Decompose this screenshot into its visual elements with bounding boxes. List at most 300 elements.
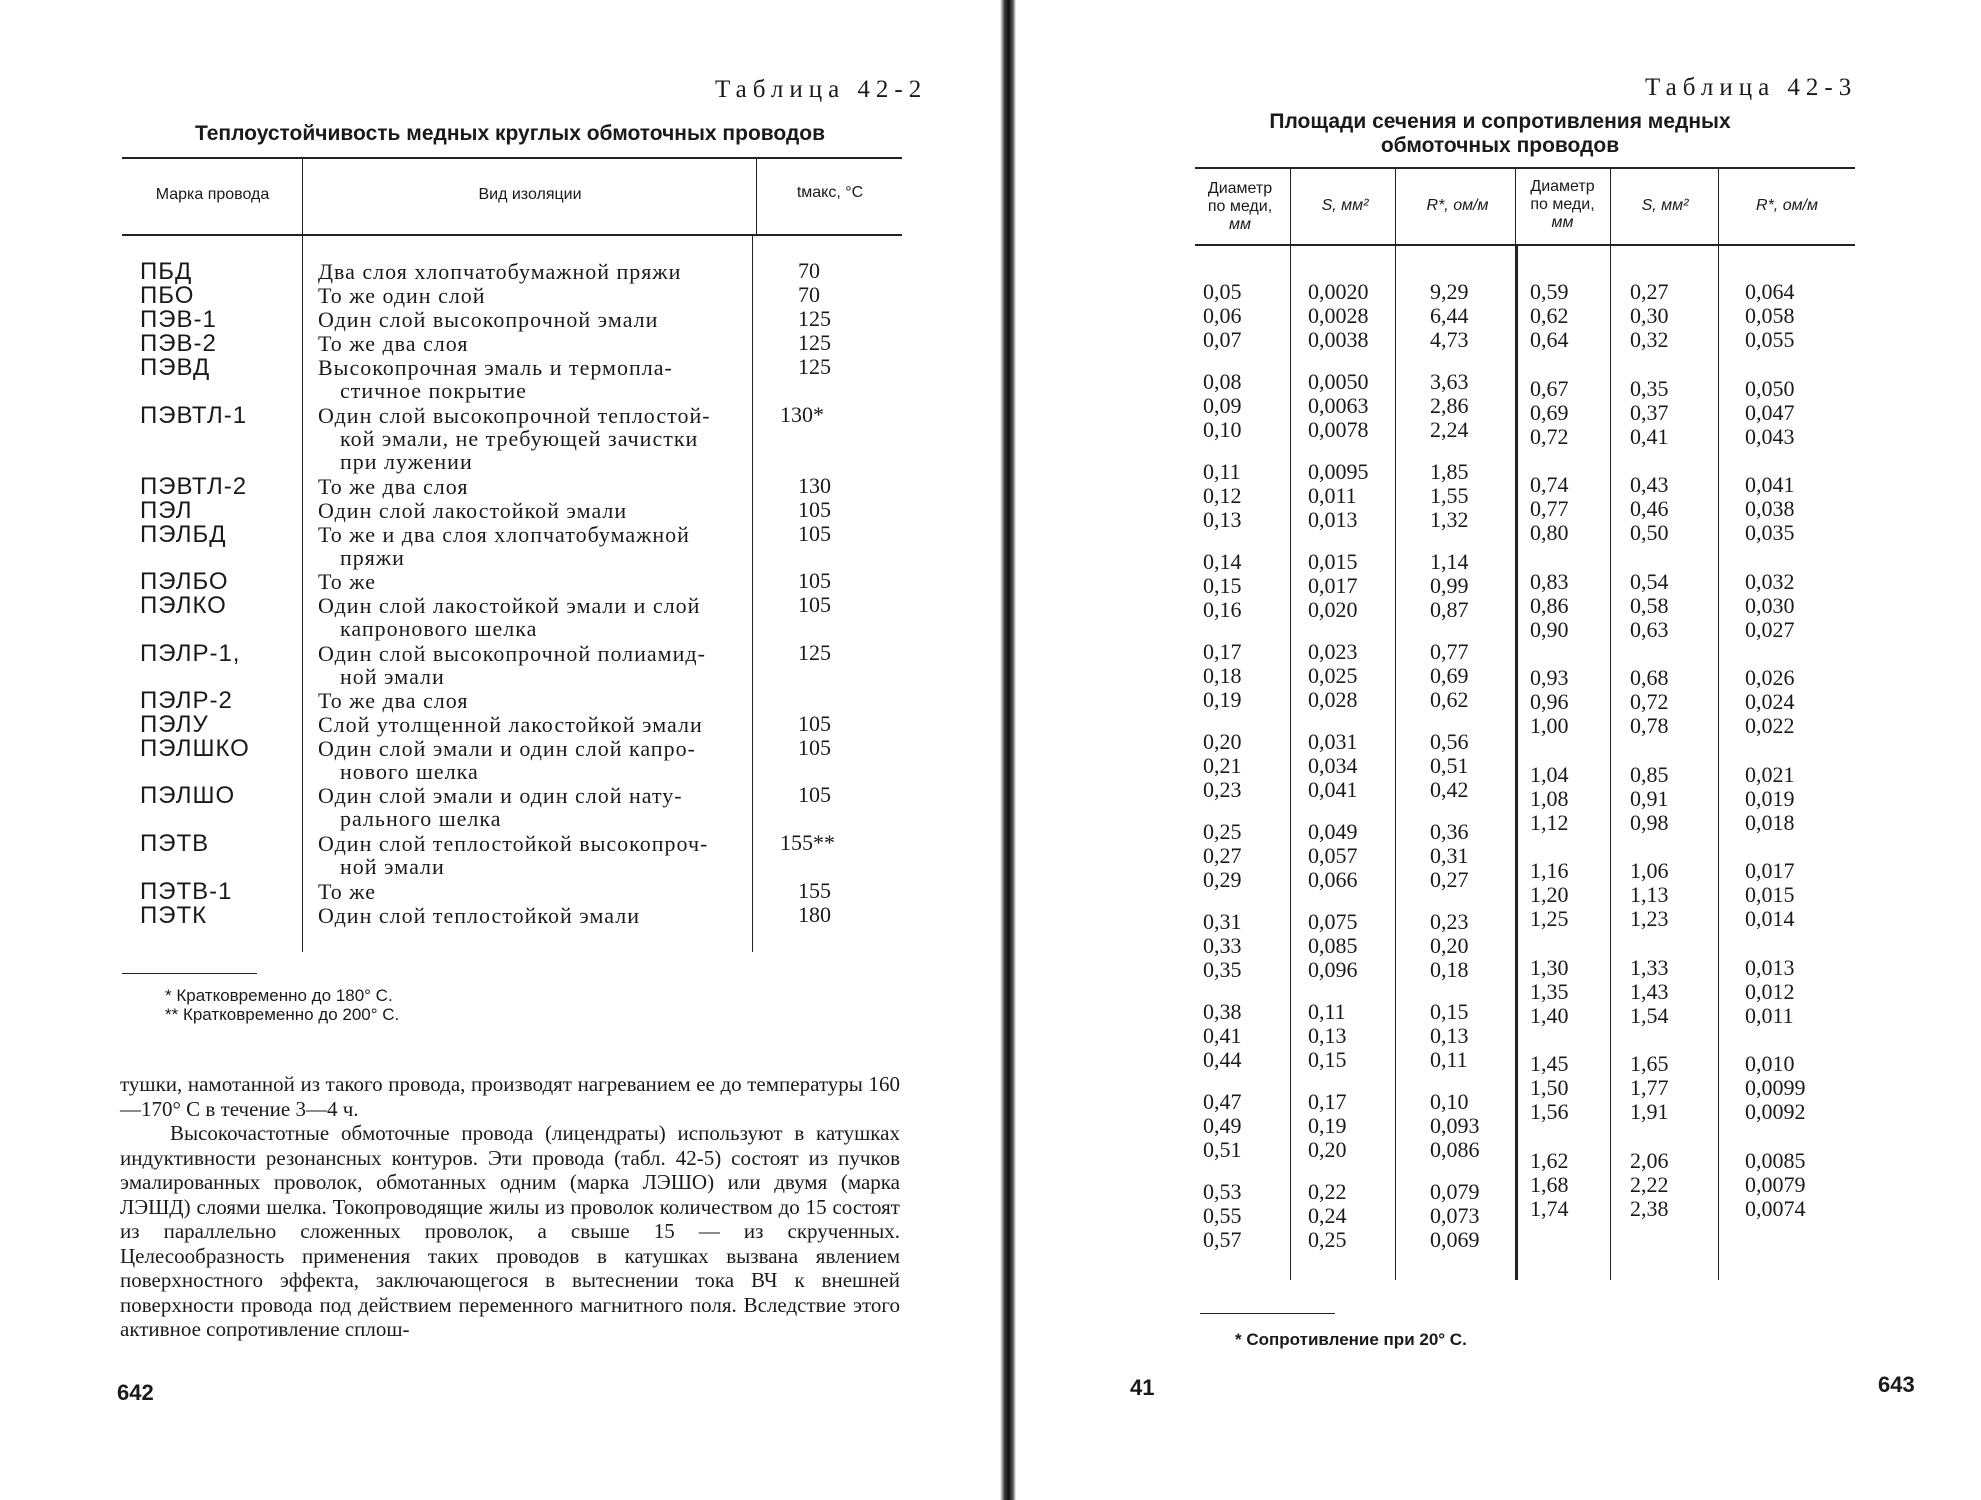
max-temperature: 105 xyxy=(798,711,831,736)
area-cell: 0,0063 xyxy=(1308,393,1369,418)
resistance-cell: 0,073 xyxy=(1430,1203,1480,1228)
area-cell: 0,91 xyxy=(1630,785,1669,811)
area-cell: 0,11 xyxy=(1308,999,1346,1024)
area-cell: 0,30 xyxy=(1630,303,1669,328)
resistance-cell: 0,0074 xyxy=(1745,1195,1806,1221)
wire-mark: ПЭЛР-1, xyxy=(140,640,241,667)
area-cell: 0,72 xyxy=(1630,689,1669,714)
column-divider-2 xyxy=(752,236,753,952)
insulation-type xyxy=(318,784,743,830)
insulation-line: То же два слоя xyxy=(318,474,469,499)
wire-mark: ПЭЛ xyxy=(140,497,193,524)
header-insulation: Вид изоляции xyxy=(478,186,582,203)
footnote-2: ** Кратковременно до 200° С. xyxy=(165,1005,400,1024)
resistance-cell: 0,030 xyxy=(1745,592,1795,618)
insulation-type xyxy=(318,499,743,522)
area-cell: 0,24 xyxy=(1308,1203,1347,1228)
area-cell: 0,028 xyxy=(1308,687,1358,712)
page-number-right: 643 xyxy=(1878,1372,1915,1397)
resistance-cell: 0,0085 xyxy=(1745,1147,1806,1173)
table-header-rule xyxy=(122,234,902,236)
area-cell: 0,17 xyxy=(1308,1089,1347,1114)
insulation-type xyxy=(318,475,743,498)
diameter-cell: 0,20 xyxy=(1203,729,1242,754)
page-number-left: 642 xyxy=(117,1380,154,1405)
resistance-cell: 0,0099 xyxy=(1745,1075,1806,1100)
diameter-cell: 0,77 xyxy=(1530,496,1569,521)
resistance-cell: 0,87 xyxy=(1430,597,1469,622)
resistance-cell: 0,15 xyxy=(1430,999,1469,1024)
header-divider-1 xyxy=(302,158,303,234)
header-tmax: tмакс, °C xyxy=(796,184,864,201)
area-cell: 0,25 xyxy=(1308,1227,1347,1252)
insulation-type xyxy=(318,737,743,783)
resistance-cell: 0,014 xyxy=(1745,906,1795,931)
resistance-cell: 1,14 xyxy=(1430,549,1469,574)
insulation-line: Один слой эмали и один слой капро- xyxy=(318,736,696,761)
diameter-cell: 1,16 xyxy=(1530,858,1569,883)
resistance-cell: 0,035 xyxy=(1745,520,1795,545)
area-cell: 1,65 xyxy=(1630,1051,1669,1076)
area-cell: 1,33 xyxy=(1630,954,1669,980)
right-page xyxy=(990,0,1981,1500)
diameter-cell: 0,31 xyxy=(1203,909,1242,934)
diameter-cell: 0,51 xyxy=(1203,1137,1242,1162)
resistance-cell: 0,022 xyxy=(1745,713,1795,738)
resistance-cell: 0,10 xyxy=(1430,1089,1469,1114)
resistance-cell: 2,86 xyxy=(1430,393,1469,418)
resistance-cell: 4,73 xyxy=(1430,327,1469,352)
insulation-line: ной эмали xyxy=(340,854,445,879)
area-cell: 1,13 xyxy=(1630,882,1669,907)
area-cell: 0,13 xyxy=(1308,1023,1347,1048)
resistance-cell: 0,024 xyxy=(1745,689,1795,714)
resistance-cell: 0,011 xyxy=(1745,1002,1794,1028)
insulation-line: Один слой высокопрочной эмали xyxy=(318,307,659,332)
resistance-cell: 9,29 xyxy=(1430,279,1469,304)
insulation-type xyxy=(318,713,743,736)
left-page xyxy=(0,0,990,1500)
diameter-cell: 0,90 xyxy=(1530,616,1569,642)
diameter-cell: 1,74 xyxy=(1530,1195,1569,1221)
resistance-cell: 0,021 xyxy=(1745,761,1795,787)
insulation-line: То же и два слоя хлопчатобумажной xyxy=(318,522,690,547)
diameter-cell: 1,45 xyxy=(1530,1051,1569,1076)
max-temperature: 70 xyxy=(798,282,820,307)
diameter-cell: 0,10 xyxy=(1203,417,1242,442)
diameter-cell: 0,62 xyxy=(1530,303,1569,328)
insulation-line: Слой утолщенной лакостойкой эмали xyxy=(318,712,703,737)
resistance-cell: 0,079 xyxy=(1430,1179,1480,1204)
area-cell: 0,020 xyxy=(1308,597,1358,622)
diameter-cell: 0,15 xyxy=(1203,573,1242,598)
insulation-line: Один слой теплостойкой эмали xyxy=(318,903,640,928)
area-cell: 0,50 xyxy=(1630,520,1669,545)
area-cell: 0,041 xyxy=(1308,777,1358,802)
resistance-cell: 0,015 xyxy=(1745,882,1795,907)
area-cell: 0,0050 xyxy=(1308,369,1369,394)
footnote-1: * Кратковременно до 180° С. xyxy=(165,986,393,1005)
right-footnote-rule xyxy=(1200,1313,1335,1314)
diameter-cell: 0,35 xyxy=(1203,957,1242,982)
signature-mark: 41 xyxy=(1130,1375,1155,1400)
wire-mark: ПЭВ-1 xyxy=(140,306,217,333)
header-diam-2-l3: мм xyxy=(1551,214,1574,231)
header-diam-1-l2: по меди, xyxy=(1207,198,1273,215)
rh-div-2 xyxy=(1395,168,1396,244)
resistance-cell: 0,017 xyxy=(1745,858,1795,883)
insulation-type xyxy=(318,284,743,307)
resistance-cell: 0,27 xyxy=(1430,867,1469,892)
insulation-line: рального шелка xyxy=(340,806,502,831)
header-divider-2 xyxy=(756,158,757,234)
insulation-line: капронового шелка xyxy=(340,616,538,641)
header-s-1: S, мм² xyxy=(1321,197,1369,214)
wire-mark: ПЭВТЛ-2 xyxy=(140,473,248,500)
diameter-cell: 0,67 xyxy=(1530,375,1569,401)
header-s-2: S, мм² xyxy=(1641,197,1689,214)
area-cell: 0,023 xyxy=(1308,639,1358,664)
diameter-cell: 1,40 xyxy=(1530,1002,1569,1028)
area-cell: 0,011 xyxy=(1308,483,1357,508)
max-temperature: 130 xyxy=(798,473,831,498)
max-temperature: 130* xyxy=(780,402,824,427)
rb-div-2 xyxy=(1395,246,1396,1280)
max-temperature: 105 xyxy=(798,497,831,522)
diameter-cell: 0,53 xyxy=(1203,1179,1242,1204)
diameter-cell: 1,68 xyxy=(1530,1171,1569,1197)
rh-div-4 xyxy=(1610,168,1611,244)
resistance-cell: 0,18 xyxy=(1430,957,1469,982)
max-temperature: 105 xyxy=(798,735,831,760)
max-temperature: 105 xyxy=(798,521,831,546)
header-diam-1-l1: Диаметр xyxy=(1207,180,1273,197)
diameter-cell: 0,13 xyxy=(1203,507,1242,532)
right-footnote: * Сопротивление при 20° С. xyxy=(1235,1330,1467,1349)
insulation-type xyxy=(318,642,743,688)
diameter-cell: 0,47 xyxy=(1203,1089,1242,1114)
resistance-cell: 0,20 xyxy=(1430,933,1469,958)
area-cell: 0,32 xyxy=(1630,327,1669,352)
max-temperature: 155** xyxy=(780,830,835,855)
resistance-cell: 0,047 xyxy=(1745,399,1795,425)
area-cell: 0,0028 xyxy=(1308,303,1369,328)
wire-mark: ПЭТК xyxy=(140,902,208,929)
body-text xyxy=(120,1072,900,1342)
diameter-cell: 0,83 xyxy=(1530,568,1569,594)
column-divider-1 xyxy=(302,236,303,952)
diameter-cell: 0,44 xyxy=(1203,1047,1242,1072)
resistance-cell: 0,027 xyxy=(1745,616,1795,642)
area-cell: 0,0038 xyxy=(1308,327,1369,352)
wire-mark: ПЭЛКО xyxy=(140,592,227,619)
area-cell: 0,19 xyxy=(1308,1113,1347,1138)
resistance-cell: 0,043 xyxy=(1745,423,1795,449)
area-cell: 0,049 xyxy=(1308,819,1358,844)
insulation-type xyxy=(318,523,743,569)
wire-mark: ПЭТВ xyxy=(140,830,210,857)
header-diam-2-l1: Диаметр xyxy=(1530,178,1595,195)
diameter-cell: 0,09 xyxy=(1203,393,1242,418)
area-cell: 0,15 xyxy=(1308,1047,1347,1072)
diameter-cell: 1,00 xyxy=(1530,713,1569,738)
insulation-type xyxy=(318,308,743,331)
header-diam-1-l3: мм xyxy=(1229,216,1251,233)
wire-mark: ПЭЛБД xyxy=(140,521,227,548)
right-table-header-rule xyxy=(1195,244,1855,246)
max-temperature: 105 xyxy=(798,592,831,617)
area-cell: 0,0020 xyxy=(1308,279,1369,304)
wire-mark: ПЭЛШКО xyxy=(140,735,250,762)
right-table-top-rule xyxy=(1195,167,1855,169)
resistance-cell: 1,85 xyxy=(1430,459,1469,484)
insulation-line: Один слой лакостойкой эмали и слой xyxy=(318,593,701,618)
area-cell: 0,057 xyxy=(1308,843,1358,868)
table-42-3-title-line-2: обмоточных проводов xyxy=(1380,134,1620,157)
area-cell: 0,034 xyxy=(1308,753,1358,778)
resistance-cell: 0,56 xyxy=(1430,729,1469,754)
diameter-cell: 0,93 xyxy=(1530,665,1569,690)
max-temperature: 125 xyxy=(798,330,831,355)
diameter-cell: 0,17 xyxy=(1203,639,1242,664)
resistance-cell: 0,36 xyxy=(1430,819,1469,844)
area-cell: 0,22 xyxy=(1308,1179,1347,1204)
area-cell: 0,98 xyxy=(1630,809,1669,835)
resistance-cell: 0,23 xyxy=(1430,909,1469,934)
resistance-cell: 0,31 xyxy=(1430,843,1469,868)
diameter-cell: 0,06 xyxy=(1203,303,1242,328)
diameter-cell: 1,62 xyxy=(1530,1147,1569,1173)
area-cell: 0,63 xyxy=(1630,616,1669,642)
wire-mark: ПЭЛШО xyxy=(140,782,236,809)
insulation-type xyxy=(318,880,743,903)
max-temperature: 155 xyxy=(798,878,831,903)
diameter-cell: 1,12 xyxy=(1530,809,1569,835)
insulation-line: Один слой теплостойкой высокопроч- xyxy=(318,831,709,856)
rb-div-4 xyxy=(1610,246,1611,1280)
insulation-line: Два слоя хлопчатобумажной пряжи xyxy=(318,259,682,284)
max-temperature: 125 xyxy=(798,306,831,331)
wire-mark: ПЭЛБО xyxy=(140,568,229,595)
resistance-cell: 0,064 xyxy=(1745,279,1795,304)
resistance-cell: 1,32 xyxy=(1430,507,1469,532)
wire-mark: ПЭЛР-2 xyxy=(140,687,233,714)
resistance-cell: 0,041 xyxy=(1745,472,1795,497)
diameter-cell: 1,35 xyxy=(1530,978,1569,1004)
insulation-line: Один слой высокопрочной полиамид- xyxy=(318,641,706,666)
resistance-cell: 0,99 xyxy=(1430,573,1469,598)
footnote-rule xyxy=(122,973,257,974)
diameter-cell: 1,08 xyxy=(1530,785,1569,811)
diameter-cell: 0,27 xyxy=(1203,843,1242,868)
diameter-cell: 1,50 xyxy=(1530,1075,1569,1100)
area-cell: 0,58 xyxy=(1630,592,1669,618)
header-mark: Марка провода xyxy=(155,186,270,203)
resistance-cell: 0,11 xyxy=(1430,1047,1468,1072)
area-cell: 1,06 xyxy=(1630,858,1669,883)
insulation-line: Один слой лакостойкой эмали xyxy=(318,498,628,523)
diameter-cell: 0,41 xyxy=(1203,1023,1242,1048)
paragraph-2: Высокочастотные обмоточные провода (лицендраты) используют в катушках индуктивности резонансных контуров. Эти провода (табл. 42-5) состоят из пучков эмалированных проволок, обмотанных одним (марка ЛЭШО) или двумя (марка ЛЭШД) слоями шелка. Токопроводящие жилы из проволок количеством до 15 состоят из параллельно сложенных проволок, а свыше 15 — из скрученных. Целесообразность применения таких проводов в катушках вызвана явлением поверхностного эффекта, заключающегося в вытеснении тока ВЧ к внешней поверхности провода под действием переменного магнитного поля. Вследствие этого активное сопротивление сплош- xyxy=(120,1121,900,1341)
insulation-line: нового шелка xyxy=(340,759,479,784)
table-42-2-title: Теплоустойчивость медных круглых обмоточных проводов xyxy=(194,122,826,145)
resistance-cell: 0,012 xyxy=(1745,978,1795,1004)
diameter-cell: 0,12 xyxy=(1203,483,1242,508)
insulation-line: То же xyxy=(318,569,376,594)
insulation-line: при лужении xyxy=(340,449,473,474)
resistance-cell: 1,55 xyxy=(1430,483,1469,508)
area-cell: 0,68 xyxy=(1630,665,1669,690)
resistance-cell: 0,69 xyxy=(1430,663,1469,688)
insulation-line: ной эмали xyxy=(340,664,445,689)
max-temperature: 125 xyxy=(798,640,831,665)
diameter-cell: 0,08 xyxy=(1203,369,1242,394)
area-cell: 0,066 xyxy=(1308,867,1358,892)
area-cell: 0,41 xyxy=(1630,423,1669,449)
resistance-cell: 0,055 xyxy=(1745,327,1795,352)
area-cell: 2,22 xyxy=(1630,1171,1669,1197)
insulation-type xyxy=(318,904,743,927)
area-cell: 0,096 xyxy=(1308,957,1358,982)
resistance-cell: 0,13 xyxy=(1430,1023,1469,1048)
diameter-cell: 0,64 xyxy=(1530,327,1569,352)
table-top-rule xyxy=(122,157,902,159)
wire-mark: ПЭВТЛ-1 xyxy=(140,402,248,429)
resistance-cell: 0,026 xyxy=(1745,665,1795,690)
diameter-cell: 0,38 xyxy=(1203,999,1242,1024)
area-cell: 0,46 xyxy=(1630,496,1669,521)
wire-mark: ПЭТВ-1 xyxy=(140,878,233,905)
header-diam-2-l2: по меди, xyxy=(1530,196,1595,213)
resistance-cell: 0,010 xyxy=(1745,1051,1795,1076)
area-cell: 0,031 xyxy=(1308,729,1358,754)
insulation-type xyxy=(318,260,743,283)
area-cell: 0,017 xyxy=(1308,573,1358,598)
rb-div-1 xyxy=(1290,246,1291,1280)
wire-mark: ПЭЛУ xyxy=(140,711,209,738)
area-cell: 1,54 xyxy=(1630,1002,1669,1028)
diameter-cell: 0,80 xyxy=(1530,520,1569,545)
area-cell: 0,085 xyxy=(1308,933,1358,958)
insulation-line: стичное покрытие xyxy=(340,378,527,403)
insulation-type xyxy=(318,594,743,640)
diameter-cell: 0,55 xyxy=(1203,1203,1242,1228)
insulation-line: пряжи xyxy=(340,545,405,570)
resistance-cell: 0,018 xyxy=(1745,809,1795,835)
insulation-type xyxy=(318,332,743,355)
diameter-cell: 0,72 xyxy=(1530,423,1569,449)
resistance-cell: 6,44 xyxy=(1430,303,1469,328)
resistance-cell: 0,013 xyxy=(1745,954,1795,980)
resistance-cell: 0,42 xyxy=(1430,777,1469,802)
insulation-type xyxy=(318,689,743,712)
resistance-cell: 0,058 xyxy=(1745,303,1795,328)
wire-mark: ПБО xyxy=(140,282,195,309)
header-diam-1 xyxy=(1190,180,1290,234)
wire-mark: ПЭВ-2 xyxy=(140,330,217,357)
area-cell: 0,075 xyxy=(1308,909,1358,934)
diameter-cell: 0,69 xyxy=(1530,399,1569,425)
resistance-cell: 0,093 xyxy=(1430,1113,1480,1138)
resistance-cell: 0,77 xyxy=(1430,639,1469,664)
header-r-1: R*, ом/м xyxy=(1426,197,1489,214)
wire-mark: ПЭВД xyxy=(140,354,211,381)
max-temperature: 105 xyxy=(798,568,831,593)
resistance-cell: 0,050 xyxy=(1745,375,1795,401)
insulation-line: Высокопрочная эмаль и термопла- xyxy=(318,355,673,380)
area-cell: 0,013 xyxy=(1308,507,1358,532)
diameter-cell: 0,21 xyxy=(1203,753,1242,778)
area-cell: 2,06 xyxy=(1630,1147,1669,1173)
diameter-cell: 0,16 xyxy=(1203,597,1242,622)
rb-div-5 xyxy=(1718,246,1719,1280)
diameter-cell: 0,19 xyxy=(1203,687,1242,712)
rh-div-1 xyxy=(1290,168,1291,244)
area-cell: 0,015 xyxy=(1308,549,1358,574)
diameter-cell: 0,25 xyxy=(1203,819,1242,844)
diameter-cell: 0,05 xyxy=(1203,279,1242,304)
area-cell: 2,38 xyxy=(1630,1195,1669,1221)
diameter-cell: 1,04 xyxy=(1530,761,1569,787)
insulation-line: Один слой эмали и один слой нату- xyxy=(318,783,683,808)
insulation-line: То же xyxy=(318,879,376,904)
area-cell: 1,77 xyxy=(1630,1075,1669,1100)
resistance-cell: 0,038 xyxy=(1745,496,1795,521)
max-temperature: 180 xyxy=(798,902,831,927)
insulation-type xyxy=(318,832,743,878)
area-cell: 1,91 xyxy=(1630,1099,1669,1124)
insulation-line: кой эмали, не требующей зачистки xyxy=(340,426,699,451)
area-cell: 0,78 xyxy=(1630,713,1669,738)
diameter-cell: 0,23 xyxy=(1203,777,1242,802)
diameter-cell: 0,74 xyxy=(1530,472,1569,497)
resistance-cell: 0,086 xyxy=(1430,1137,1480,1162)
diameter-cell: 1,30 xyxy=(1530,954,1569,980)
area-cell: 0,0078 xyxy=(1308,417,1369,442)
diameter-cell: 1,20 xyxy=(1530,882,1569,907)
diameter-cell: 0,14 xyxy=(1203,549,1242,574)
area-cell: 1,43 xyxy=(1630,978,1669,1004)
rh-div-5 xyxy=(1718,168,1719,244)
diameter-cell: 1,25 xyxy=(1530,906,1569,931)
insulation-type xyxy=(318,356,743,402)
area-cell: 0,37 xyxy=(1630,399,1669,425)
resistance-cell: 0,0079 xyxy=(1745,1171,1806,1197)
insulation-line: То же один слой xyxy=(318,283,486,308)
area-cell: 0,025 xyxy=(1308,663,1358,688)
table-42-3-number: Таблица 42-3 xyxy=(1645,74,1858,101)
resistance-cell: 0,62 xyxy=(1430,687,1469,712)
wire-mark: ПБД xyxy=(140,258,193,285)
paragraph-1: тушки, намотанной из такого провода, производят нагреванием ее до температуры 160—170° С в течение 3—4 ч. xyxy=(120,1072,900,1121)
resistance-cell: 2,24 xyxy=(1430,417,1469,442)
diameter-cell: 0,57 xyxy=(1203,1227,1242,1252)
diameter-cell: 0,96 xyxy=(1530,689,1569,714)
area-cell: 1,23 xyxy=(1630,906,1669,931)
diameter-cell: 0,11 xyxy=(1203,459,1241,484)
resistance-cell: 0,069 xyxy=(1430,1227,1480,1252)
area-cell: 0,20 xyxy=(1308,1137,1347,1162)
resistance-cell: 0,51 xyxy=(1430,753,1469,778)
resistance-cell: 0,019 xyxy=(1745,785,1795,811)
header-r-2: R*, ом/м xyxy=(1756,197,1818,214)
diameter-cell: 0,49 xyxy=(1203,1113,1242,1138)
diameter-cell: 1,56 xyxy=(1530,1099,1569,1124)
resistance-cell: 3,63 xyxy=(1430,369,1469,394)
insulation-line: То же два слоя xyxy=(318,688,469,713)
resistance-cell: 0,032 xyxy=(1745,568,1795,594)
insulation-type xyxy=(318,404,743,473)
